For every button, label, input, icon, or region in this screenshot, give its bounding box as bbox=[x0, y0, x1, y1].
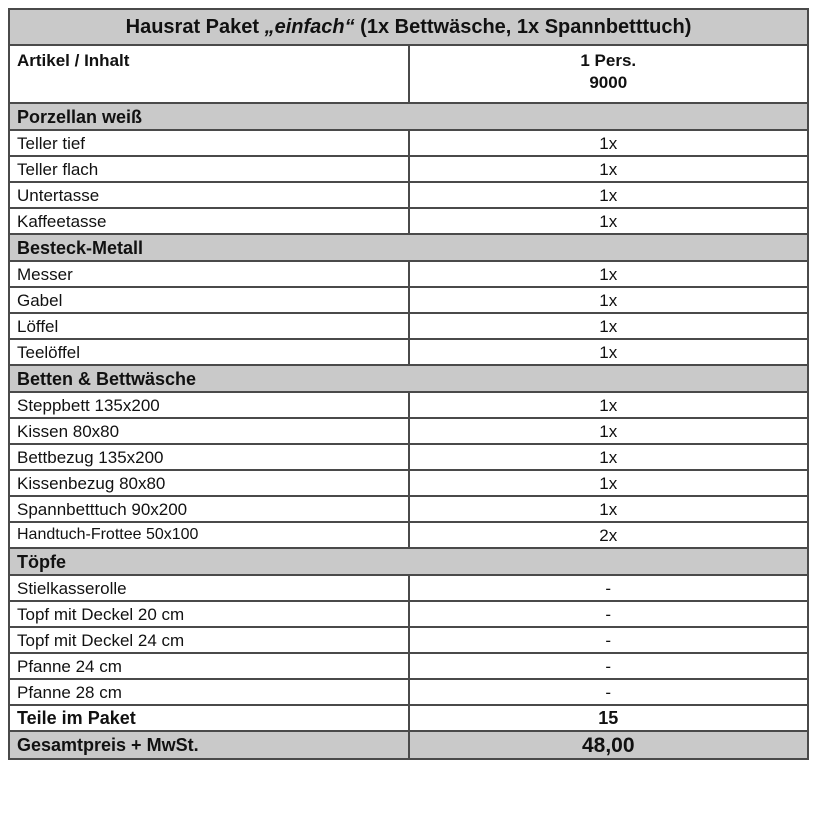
table-row bbox=[9, 261, 808, 287]
item-label: Pfanne 24 cm bbox=[9, 653, 409, 679]
title-variant: „einfach“ bbox=[264, 16, 355, 38]
total-label: Teile im Paket bbox=[9, 705, 409, 731]
item-label: Bettbezug 135x200 bbox=[9, 444, 409, 470]
item-label: Gabel bbox=[9, 287, 409, 313]
item-quantity: - bbox=[409, 575, 809, 601]
item-quantity: 1x bbox=[409, 261, 809, 287]
price-value: 48,00 bbox=[409, 731, 809, 759]
section-title: Töpfe bbox=[9, 548, 808, 575]
package-sheet bbox=[8, 8, 809, 760]
persons-label: 1 Pers. bbox=[580, 51, 637, 70]
section-title: Porzellan weiß bbox=[9, 103, 808, 130]
table-row bbox=[9, 130, 808, 156]
table-row bbox=[9, 287, 808, 313]
table-row bbox=[9, 418, 808, 444]
item-quantity: 1x bbox=[409, 208, 809, 234]
table-row bbox=[9, 313, 808, 339]
column-header-row bbox=[9, 45, 808, 103]
item-quantity: - bbox=[409, 653, 809, 679]
total-value: 15 bbox=[409, 705, 809, 731]
item-quantity: 2x bbox=[409, 522, 809, 548]
item-quantity: 1x bbox=[409, 470, 809, 496]
item-quantity: 1x bbox=[409, 287, 809, 313]
item-quantity: - bbox=[409, 601, 809, 627]
section-header-row bbox=[9, 365, 808, 392]
item-quantity: 1x bbox=[409, 392, 809, 418]
item-quantity: 1x bbox=[409, 418, 809, 444]
item-label: Stielkasserolle bbox=[9, 575, 409, 601]
section-title: Besteck-Metall bbox=[9, 234, 808, 261]
item-label: Messer bbox=[9, 261, 409, 287]
item-quantity: 1x bbox=[409, 339, 809, 365]
item-quantity: 1x bbox=[409, 130, 809, 156]
price-label: Gesamtpreis + MwSt. bbox=[9, 731, 409, 759]
quantity-column-header bbox=[409, 45, 809, 103]
table-row bbox=[9, 208, 808, 234]
title-suffix: (1x Bettwäsche, 1x Spannbetttuch) bbox=[354, 16, 692, 38]
table-row bbox=[9, 575, 808, 601]
item-label: Kissenbezug 80x80 bbox=[9, 470, 409, 496]
price-row bbox=[9, 731, 808, 759]
section-header-row bbox=[9, 548, 808, 575]
item-quantity: 1x bbox=[409, 496, 809, 522]
table-row bbox=[9, 653, 808, 679]
package-table bbox=[8, 8, 809, 760]
item-quantity: 1x bbox=[409, 156, 809, 182]
item-quantity: - bbox=[409, 627, 809, 653]
total-row bbox=[9, 705, 808, 731]
table-row bbox=[9, 522, 808, 548]
item-label: Steppbett 135x200 bbox=[9, 392, 409, 418]
item-quantity: 1x bbox=[409, 444, 809, 470]
item-label: Spannbetttuch 90x200 bbox=[9, 496, 409, 522]
table-title bbox=[9, 9, 808, 45]
table-row bbox=[9, 679, 808, 705]
article-column-header: Artikel / Inhalt bbox=[9, 45, 409, 103]
item-label: Topf mit Deckel 20 cm bbox=[9, 601, 409, 627]
item-label: Teller flach bbox=[9, 156, 409, 182]
table-row bbox=[9, 627, 808, 653]
item-label: Kissen 80x80 bbox=[9, 418, 409, 444]
section-header-row bbox=[9, 103, 808, 130]
item-label: Teller tief bbox=[9, 130, 409, 156]
sections-body bbox=[9, 103, 808, 705]
table-row bbox=[9, 496, 808, 522]
item-label: Topf mit Deckel 24 cm bbox=[9, 627, 409, 653]
item-label: Untertasse bbox=[9, 182, 409, 208]
item-quantity: 1x bbox=[409, 313, 809, 339]
item-label: Löffel bbox=[9, 313, 409, 339]
package-code: 9000 bbox=[589, 73, 628, 92]
table-row bbox=[9, 156, 808, 182]
table-row bbox=[9, 470, 808, 496]
title-row bbox=[9, 9, 808, 45]
item-label: Teelöffel bbox=[9, 339, 409, 365]
table-row bbox=[9, 444, 808, 470]
table-row bbox=[9, 392, 808, 418]
item-quantity: - bbox=[409, 679, 809, 705]
table-row bbox=[9, 339, 808, 365]
item-label: Handtuch-Frottee 50x100 bbox=[9, 522, 409, 548]
section-title: Betten & Bettwäsche bbox=[9, 365, 808, 392]
table-row bbox=[9, 601, 808, 627]
section-header-row bbox=[9, 234, 808, 261]
table-row bbox=[9, 182, 808, 208]
item-label: Kaffeetasse bbox=[9, 208, 409, 234]
item-quantity: 1x bbox=[409, 182, 809, 208]
item-label: Pfanne 28 cm bbox=[9, 679, 409, 705]
title-prefix: Hausrat Paket bbox=[125, 16, 265, 38]
